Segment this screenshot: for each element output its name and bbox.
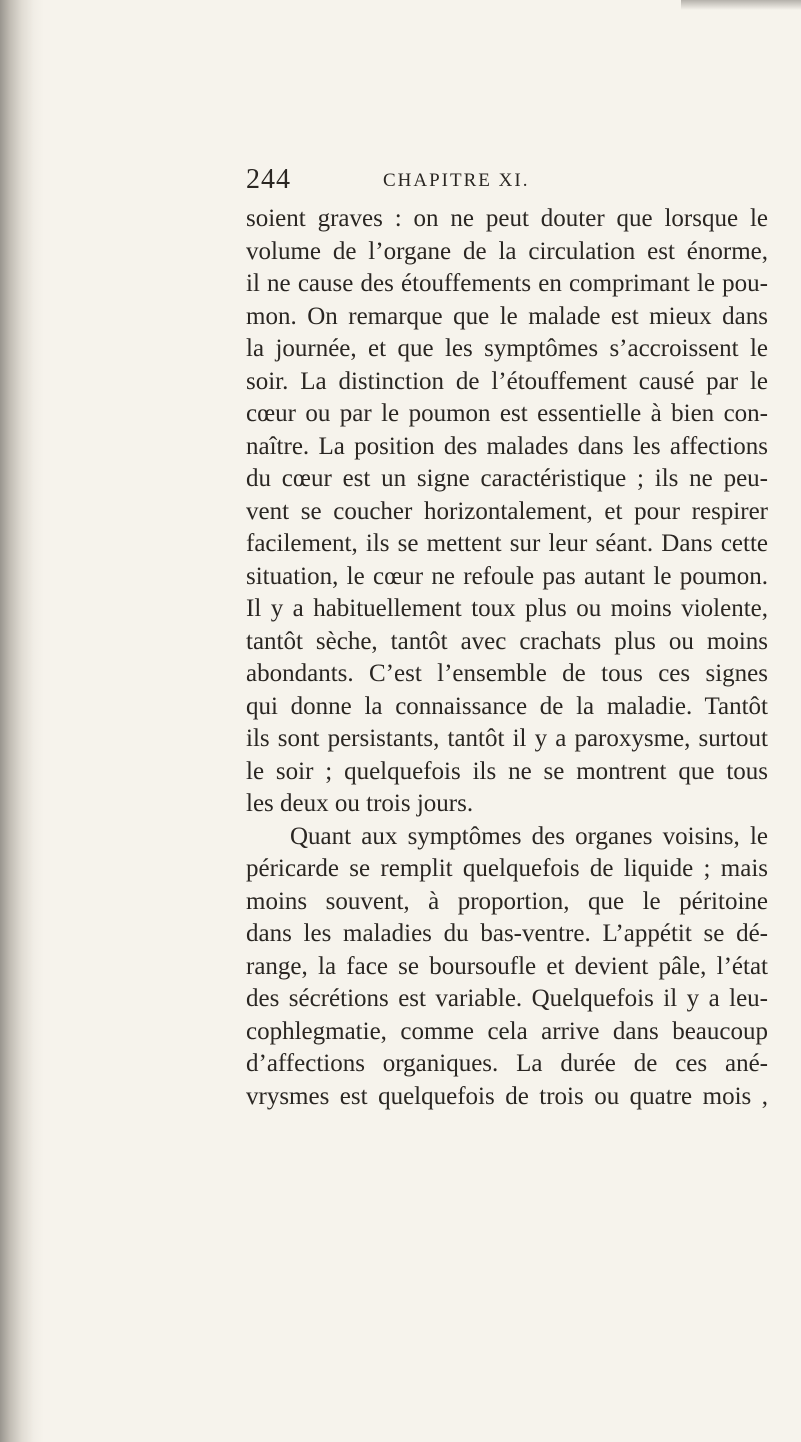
text-line: moins souvent, à proportion, que le péritoine (246, 887, 768, 915)
text-line: ils sont persistants, tantôt il y a paroxysme, surtout (246, 725, 768, 752)
text-line: naître. La position des malades dans les affections (246, 432, 768, 460)
paragraph-start-line: Quant aux symptômes des organes voisins, le (290, 822, 768, 850)
text-line: d’affections organiques. La durée de ces ané- (246, 1050, 768, 1077)
text-line: cœur ou par le poumon est essentielle à bien con- (246, 400, 768, 427)
text-line: soient graves : on ne peut douter que lorsque le (246, 205, 768, 232)
text-line: vrysmes est quelquefois de trois ou quatre mois , (246, 1082, 768, 1110)
text-line: le soir ; quelquefois ils ne se montrent que tous (246, 757, 768, 785)
text-line: soir. La distinction de l’étouffement causé par le (246, 367, 768, 395)
text-line: la journée, et que les symptômes s’accroissent le (246, 335, 768, 362)
page-edge (681, 0, 801, 10)
text-line: péricarde se remplit quelquefois de liquide ; mais (246, 855, 768, 882)
text-line: volume de l’organe de la circulation est énorme, (246, 237, 768, 265)
text-line: qui donne la connaissance de la maladie. Tantôt (246, 692, 768, 720)
text-line: dans les maladies du bas-ventre. L’appétit se dé- (246, 920, 768, 947)
text-line: range, la face se boursoufle et devient pâle, l’état (246, 952, 768, 980)
text-line: abondants. C’est l’ensemble de tous ces signes (246, 660, 768, 687)
text-line: tantôt sèche, tantôt avec crachats plus ou moins (246, 627, 768, 655)
text-line: Il y a habituellement toux plus ou moins violente, (246, 595, 768, 622)
text-line: il ne cause des étouffements en comprimant le pou- (246, 270, 768, 297)
chapter-title: CHAPITRE XI. (383, 170, 530, 191)
text-line: mon. On remarque que le malade est mieux dans (246, 302, 768, 330)
text-line: vent se coucher horizontalement, et pour respirer (246, 497, 768, 525)
text-line: cophlegmatie, comme cela arrive dans beaucoup (246, 1017, 768, 1045)
paragraph-end-line: les deux ou trois jours. (246, 790, 474, 817)
binding-shadow (0, 0, 44, 1442)
text-line: du cœur est un signe caractéristique ; ils ne peu- (246, 465, 768, 492)
text-line: facilement, ils se mettent sur leur séant. Dans cette (246, 530, 768, 557)
body-text (246, 203, 768, 1113)
text-line: des sécrétions est variable. Quelquefois il y a leu- (246, 985, 768, 1012)
text-line: situation, le cœur ne refoule pas autant le poumon. (246, 562, 768, 590)
page-number: 244 (246, 164, 291, 195)
running-head (246, 164, 746, 198)
